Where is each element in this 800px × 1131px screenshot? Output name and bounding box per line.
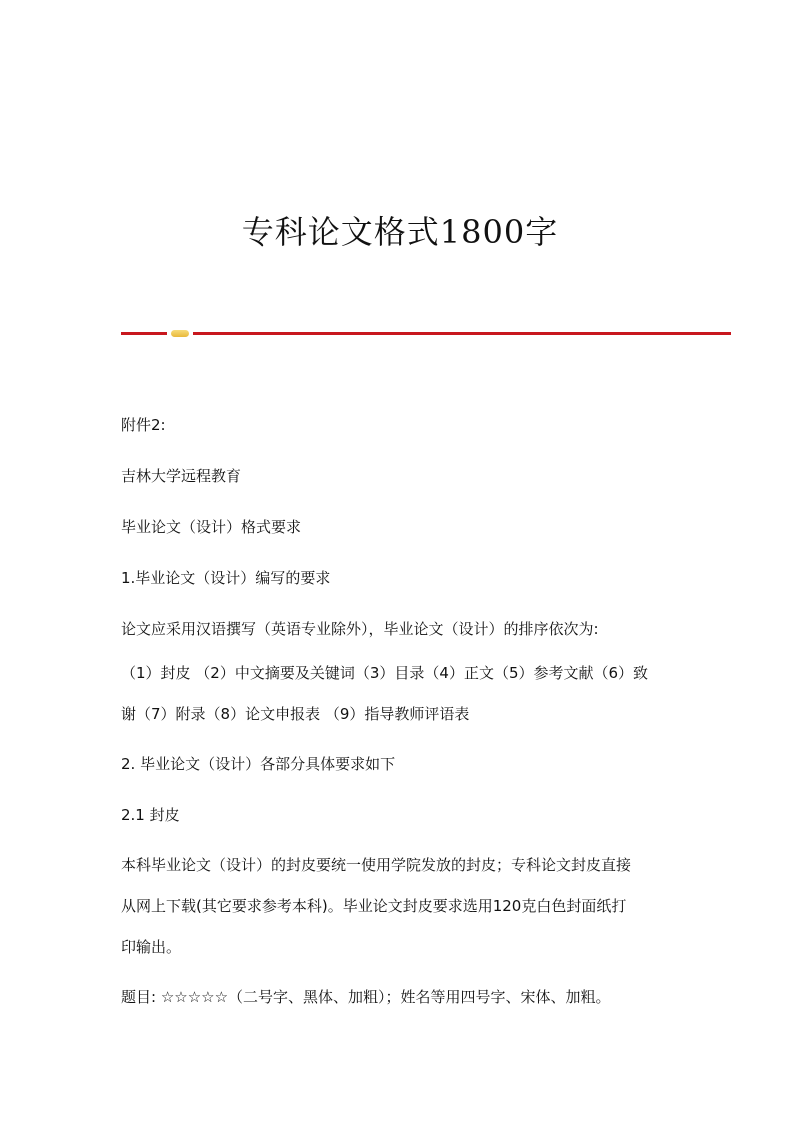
paragraph-title-format: 题目: ☆☆☆☆☆（二号字、黑体、加粗）；姓名等用四号字、宋体、加粗。 bbox=[121, 988, 611, 1006]
title-divider bbox=[121, 330, 731, 336]
paragraph-section-1: 1.毕业论文（设计）编写的要求 bbox=[121, 569, 331, 587]
paragraph-heading-format: 毕业论文（设计）格式要求 bbox=[121, 518, 302, 536]
paragraph-cover-line-1: 本科毕业论文（设计）的封皮要统一使用学院发放的封皮；专科论文封皮直接 bbox=[121, 856, 632, 874]
paragraph-section-2-1: 2.1 封皮 bbox=[121, 806, 180, 824]
paragraph-cover-line-2: 从网上下载(其它要求参考本科)。毕业论文封皮要求选用120克白色封面纸打 bbox=[121, 897, 627, 915]
paragraph-attachment: 附件2: bbox=[121, 416, 166, 434]
paragraph-order-line-2: 谢（7）附录（8）论文申报表 （9）指导教师评语表 bbox=[121, 705, 470, 723]
page-title: 专科论文格式1800字 bbox=[241, 213, 559, 252]
document-body bbox=[121, 404, 681, 1019]
paragraph-order-intro: 论文应采用汉语撰写（英语专业除外），毕业论文（设计）的排序依次为: bbox=[121, 620, 599, 638]
divider-ornament-icon bbox=[171, 330, 189, 337]
divider-line-left bbox=[121, 332, 167, 335]
paragraph-section-2: 2. 毕业论文（设计）各部分具体要求如下 bbox=[121, 755, 396, 773]
paragraph-order-line-1: （1）封皮 （2）中文摘要及关键词（3）目录（4）正文（5）参考文献（6）致 bbox=[121, 664, 649, 682]
divider-line-right bbox=[193, 332, 731, 335]
paragraph-university: 吉林大学远程教育 bbox=[121, 467, 242, 485]
paragraph-cover-line-3: 印输出。 bbox=[121, 938, 182, 956]
